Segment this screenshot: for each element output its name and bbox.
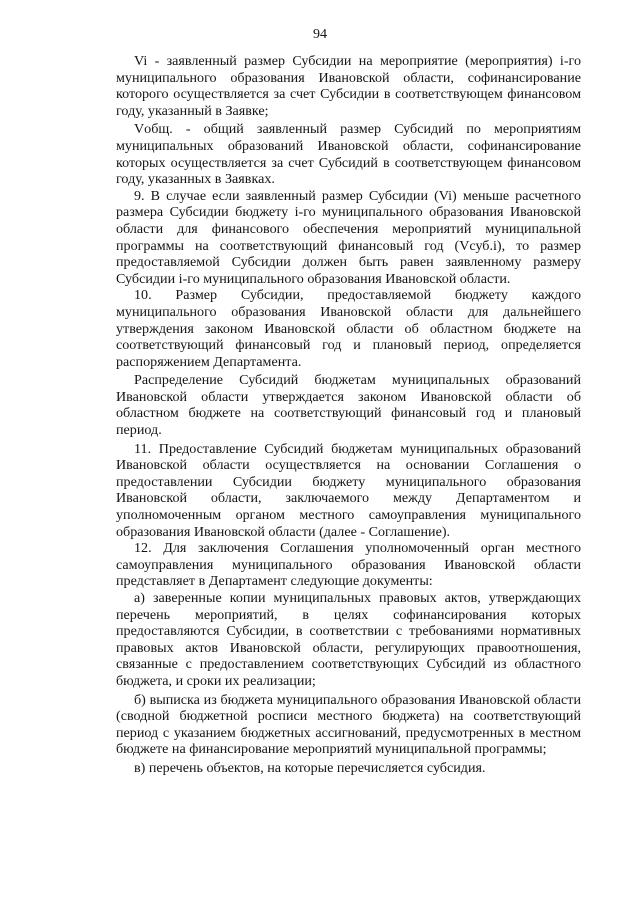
- paragraph-item-11: 11. Предоставление Субсидий бюджетам муниципальных образований Ивановской области осуществляется на основании Соглашения о предоставлении Субсидии бюджету муниципального образования Ивановской области, заключаемого между Департаментом и уполномоченным органом местного самоуправления муниципального образования Ивановской области (далее - Соглашение).: [116, 440, 581, 540]
- paragraph-item-9: 9. В случае если заявленный размер Субсидии (Vi) меньше расчетного размера Субсидии бюджету i-го муниципального образования Ивановской области для финансового обеспечения мероприятий муниципальной программы на соответствующий финансовый год (Vсуб.i), то размер предоставляемой Субсидии должен быть равен заявленному размеру Субсидии i-го муниципального образования Ивановской области.: [116, 187, 581, 287]
- paragraph-item-12-b: б) выписка из бюджета муниципального образования Ивановской области (сводной бюджетной росписи местного бюджета) на соответствующий период с указанием бюджетных ассигнований, предусмотренных в местном бюджете на финансирование мероприятий муниципальной программы;: [116, 691, 581, 758]
- paragraph-item-10: 10. Размер Субсидии, предоставляемой бюджету каждого муниципального образования Ивановской области для дальнейшего утверждения законом Ивановской области об областном бюджете на соответствующий финансовый год и плановый период, определяется распоряжением Департамента.: [116, 287, 581, 370]
- paragraph-vobsch-definition: Vобщ. - общий заявленный размер Субсидий по мероприятиям муниципальных образований Ивановской области, софинансирование которых осуществляется за счет Субсидий в соответствующем финансовом году, указанных в Заявках.: [116, 121, 581, 188]
- paragraph-distribution: Распределение Субсидий бюджетам муниципальных образований Ивановской области утверждается законом Ивановской области об областном бюджете на соответствующий финансовый год и плановый период.: [116, 372, 581, 439]
- paragraph-item-12-v: в) перечень объектов, на которые перечисляется субсидия.: [134, 759, 486, 776]
- paragraph-item-12-a: а) заверенные копии муниципальных правовых актов, утверждающих перечень мероприятий, в целях софинансирования которых предоставляются Субсидии, в соответствии с требованиями нормативных правовых актов Ивановской области, регулирующих правоотношения, связанные с предоставлением соответствующих Субсидий из областного бюджета, и сроки их реализации;: [116, 590, 581, 689]
- document-body: [116, 53, 581, 777]
- page-number: 94: [313, 27, 327, 42]
- paragraph-vi-definition: Vi - заявленный размер Субсидии на мероприятие (мероприятия) i-го муниципального образования Ивановской области, софинансирование которого осуществляется за счет Субсидии в соответствующем финансовом году, указанный в Заявке;: [116, 53, 581, 119]
- paragraph-item-12: 12. Для заключения Соглашения уполномоченный орган местного самоуправления муниципального образования Ивановской области представляет в Департамент следующие документы:: [116, 540, 581, 590]
